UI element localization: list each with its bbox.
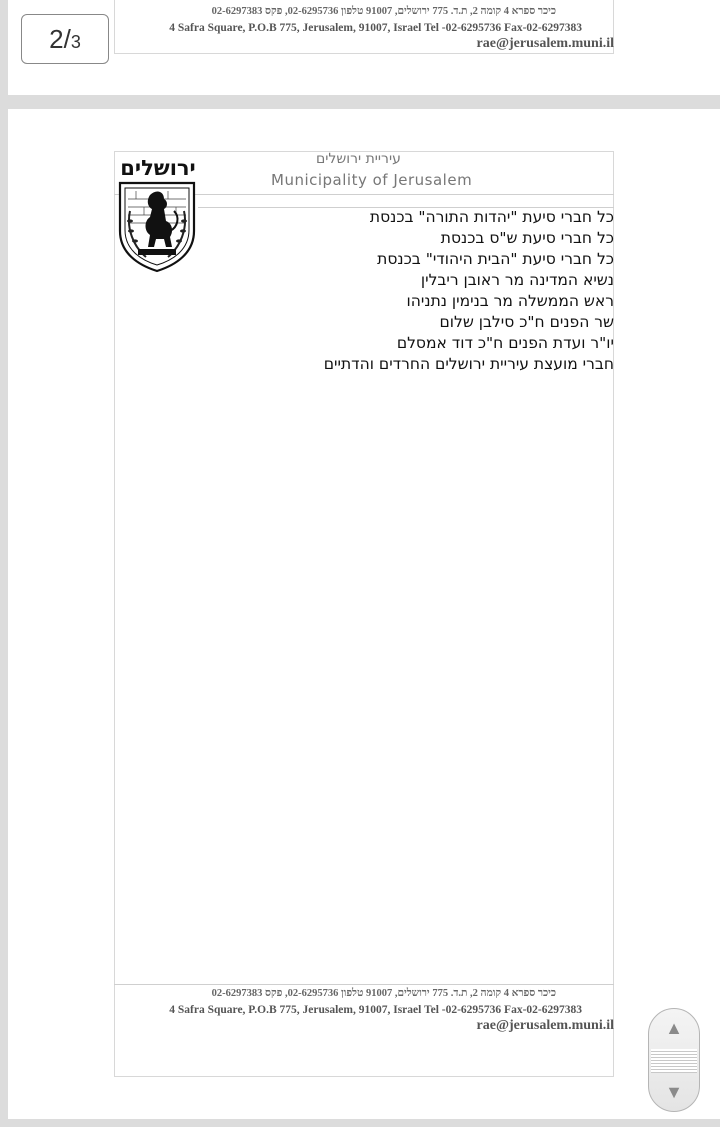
scroll-control[interactable] <box>648 1008 700 1112</box>
letterhead-title-english: Municipality of Jerusalem <box>271 171 473 189</box>
scroll-down-button[interactable] <box>649 1073 699 1111</box>
crest-title: ירושלים <box>120 156 196 180</box>
recipient-line: ראש הממשלה מר בנימין נתניהו <box>406 292 614 310</box>
recipient-line: חברי מועצת עיריית ירושלים החרדים והדתיים <box>323 355 614 373</box>
triangle-down-icon: ▼ <box>665 1081 683 1102</box>
scroll-up-button[interactable] <box>649 1009 699 1047</box>
triangle-up-icon: ▲ <box>665 1017 683 1038</box>
page-indicator <box>21 14 109 64</box>
recipient-line: כל חברי סיעת "הבית היהודי" בכנסת <box>377 250 614 268</box>
recipient-line: יו"ר ועדת הפנים ח"כ דוד אמסלם <box>396 334 614 352</box>
recipient-line: כל חברי סיעת "יהדות התורה" בכנסת <box>369 208 614 226</box>
footer-address-english: 4 Safra Square, P.O.B 775, Jerusalem, 91007, Israel Tel -02-6295736 Fax-02-6297383 <box>169 22 582 34</box>
footer-email[interactable]: rae@jerusalem.muni.il <box>476 1018 614 1033</box>
page-separator: / <box>63 23 71 54</box>
recipient-line: שר הפנים ח"כ סילבן שלום <box>439 313 614 331</box>
recipients-list <box>324 207 614 375</box>
jerusalem-lion-crest-icon <box>116 181 198 273</box>
footer-email[interactable]: rae@jerusalem.muni.il <box>476 36 614 51</box>
footer-divider <box>114 984 614 985</box>
total-pages: 3 <box>70 31 81 52</box>
recipient-line: כל חברי סיעת ש"ס בכנסת <box>440 229 614 247</box>
recipient-line: נשיא המדינה מר ראובן ריבלין <box>420 271 614 289</box>
current-page-number: 2 <box>49 23 64 54</box>
footer-address-english: 4 Safra Square, P.O.B 775, Jerusalem, 91007, Israel Tel -02-6295736 Fax-02-6297383 <box>169 1004 582 1016</box>
footer-address-hebrew: כיכר ספרא 4 קומה 2, ת.ד. 775 ירושלים, 91007 טלפון 02-6295736, פקס 02-6297383 <box>211 988 556 999</box>
page-footer <box>114 6 614 56</box>
previous-page <box>8 0 720 95</box>
scroll-grip[interactable] <box>651 1049 697 1073</box>
page-footer <box>114 988 614 1038</box>
letterhead-title-hebrew: עיריית ירושלים <box>316 151 401 167</box>
footer-address-hebrew: כיכר ספרא 4 קומה 2, ת.ד. 775 ירושלים, 91007 טלפון 02-6295736, פקס 02-6297383 <box>211 6 556 17</box>
current-page <box>8 109 720 1119</box>
